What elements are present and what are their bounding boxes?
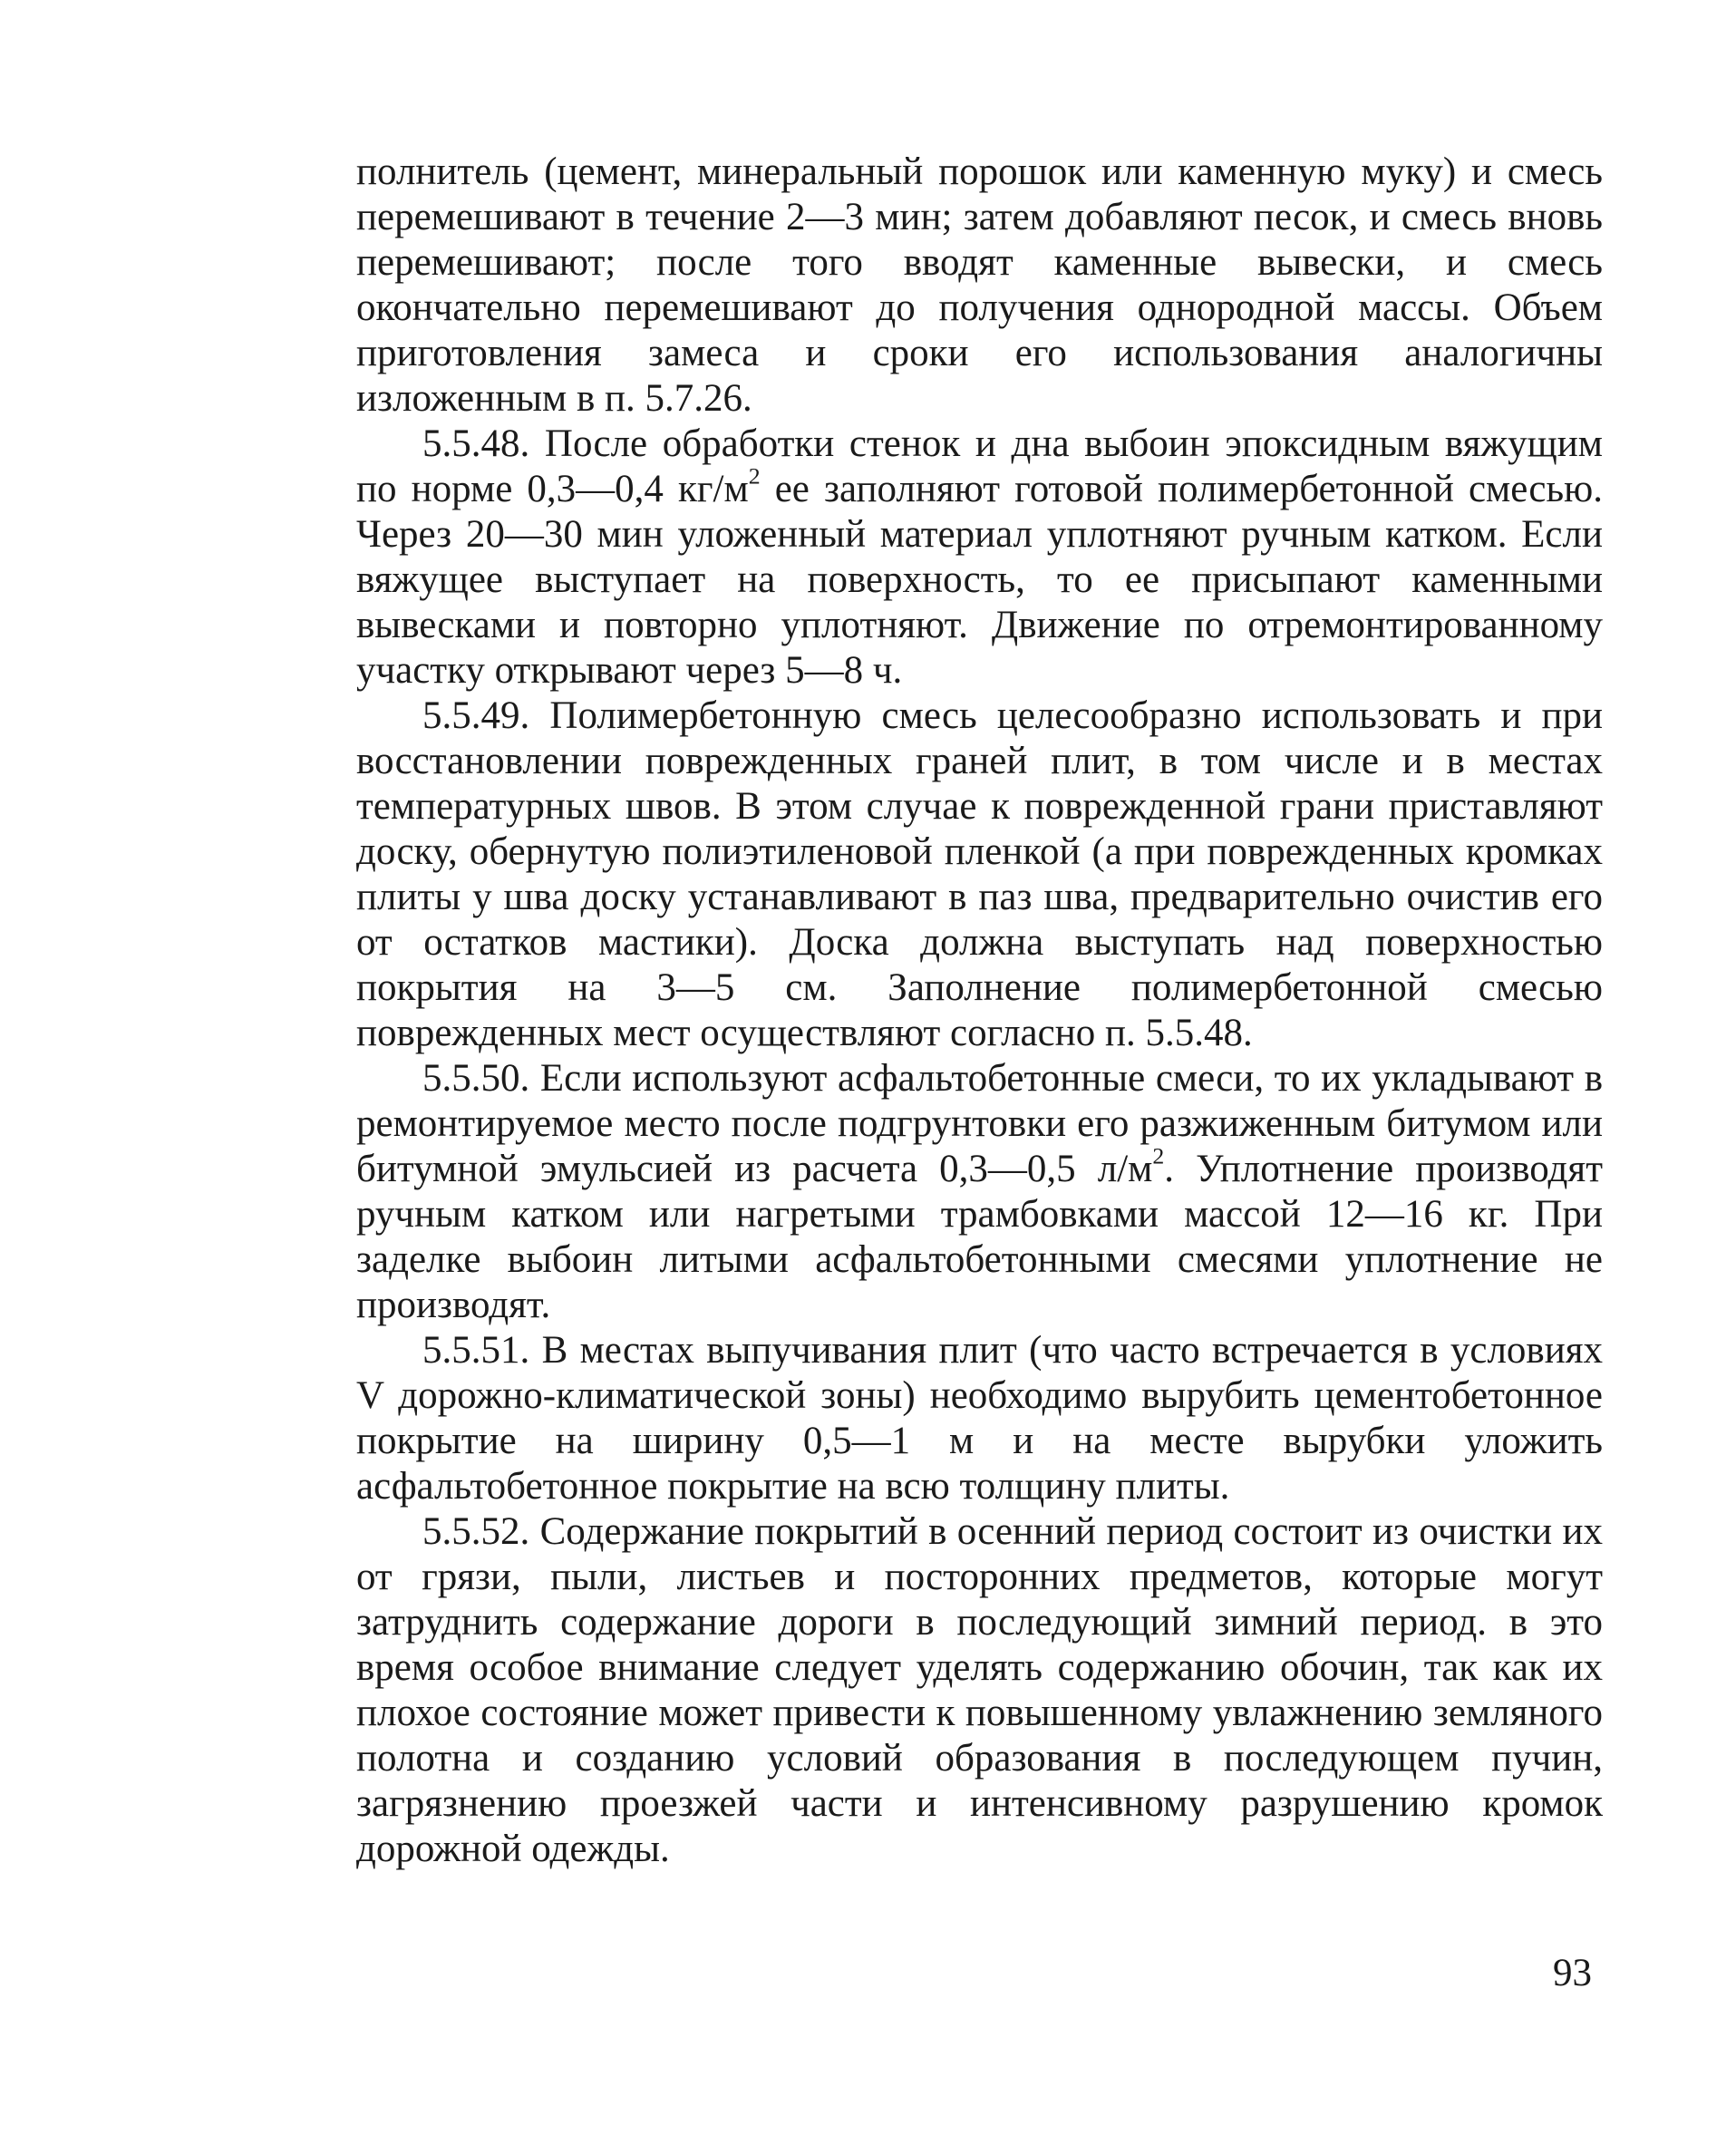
paragraph-5-5-50: 5.5.50. Если используют асфальтобетонные смеси, то их укладывают в ремонтируемое место после подгрунтовки его разжиженным битумом или битумной эмульсией из расчета 0,3—0,5 $л/м^2$. Уплотнение производят ручным катком или нагретыми трамбовками массой 12—16 кг. При заделке выбоин литыми асфальтобетонными смесями уплотнение не производят. [356, 1057, 1604, 1326]
paragraph-5-5-48: 5.5.48. После обработки стенок и дна выбоин эпоксидным вяжущим по норме 0,3—0,4 $кг/м^2$ ее заполняют готовой полимербетонной смесью. Через 20—30 мин уложенный материал уплотняют ручным катком. Если вяжущее выступает на поверхность, то ее присыпают каменными вывесками и повторно уплотняют. Движение по отремонтированному участку открывают через 5—8 ч. [356, 422, 1603, 692]
page-number: 93 [1553, 1952, 1592, 1994]
paragraph-continuation: полнитель (цемент, минеральный порошок или каменную муку) и смесь перемешивают в течение 2—3 мин; затем добавляют песок, и смесь вновь перемешивают; после того вводят каменные вывески, и смесь окончательно перемешивают до получения однородной массы. Объем приготовления замеса и сроки его использования аналогичны изложенным в п. 5.7.26. [356, 150, 1603, 420]
paragraph-5-5-52: 5.5.52. Содержание покрытий в осенний период состоит из очистки их от грязи, пыли, листьев и посторонних предметов, которые могут затруднить содержание дороги в последующий зимний период. в это время особое внимание следует уделять содержанию обочин, так как их плохое состояние может привести к повышенному увлажнению земляного полотна и созданию условий образования в последующем пучин, загрязнению проезжей части и интенсивному разрушению кромок дорожной одежды. [356, 1510, 1603, 1870]
paragraph-5-5-49: 5.5.49. Полимербетонную смесь целесообразно использовать и при восстановлении поврежденных граней плит, в том числе и в местах температурных швов. В этом случае к поврежденной грани приставляют доску, обернутую полиэтиленовой пленкой (а при поврежденных кромках плиты у шва доску устанавливают в паз шва, предварительно очистив его от остатков мастики). Доска должна выступать над поверхностью покрытия на 3—5 см. Заполнение полимербетонной смесью поврежденных мест осуществляют согласно п. 5.5.48. [356, 694, 1603, 1054]
page-body [356, 150, 1603, 1872]
paragraph-5-5-51: 5.5.51. В местах выпучивания плит (что часто встречается в условиях V дорожно-климатической зоны) необходимо вырубить цементобетонное покрытие на ширину 0,5—1 м и на месте вырубки уложить асфальтобетонное покрытие на всю толщину плиты. [356, 1329, 1603, 1508]
